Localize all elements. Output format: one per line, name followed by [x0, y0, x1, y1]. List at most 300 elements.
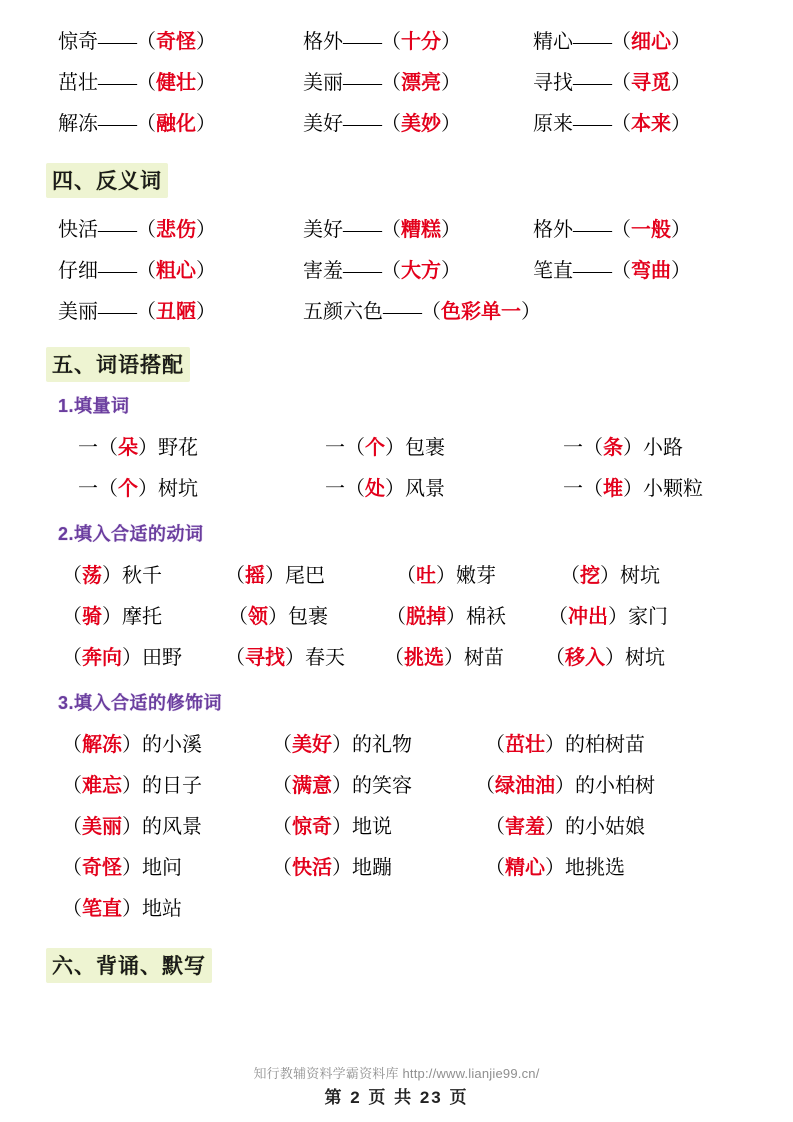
- answer-word: 害羞: [505, 816, 545, 838]
- modifier-phrase-row: [0, 889, 793, 930]
- answer-close-paren: ）: [102, 606, 122, 628]
- numeral: 一: [325, 437, 345, 459]
- answer-close-paren: ）: [385, 437, 405, 459]
- verb-block: [0, 556, 793, 679]
- measure-word-block: [0, 428, 793, 510]
- noun: 包裹: [405, 437, 445, 459]
- measure-word-cell: [563, 428, 683, 469]
- word-pair-cell: [58, 104, 216, 145]
- pair-word: 笔直: [533, 260, 573, 282]
- answer-word: 美好: [292, 734, 332, 756]
- answer-word: 难忘: [82, 775, 122, 797]
- answer-word: 融化: [156, 113, 196, 135]
- word-pair-row: [0, 292, 793, 333]
- phrase-tail: 树坑: [620, 565, 660, 587]
- answer-open-paren: （: [62, 857, 82, 879]
- verb-phrase-row-cell: [228, 597, 328, 638]
- pair-dash: ——: [573, 113, 611, 135]
- verb-phrase-row: [0, 556, 793, 597]
- answer-open-paren: （: [381, 31, 401, 53]
- answer-word: 奔向: [82, 647, 122, 669]
- pair-dash: ——: [343, 260, 381, 282]
- answer-open-paren: （: [611, 31, 631, 53]
- answer-word: 绿油油: [495, 775, 555, 797]
- answer-close-paren: ）: [671, 260, 691, 282]
- phrase-tail: 的笑容: [352, 775, 412, 797]
- answer-close-paren: ）: [671, 219, 691, 241]
- answer-close-paren: ）: [608, 606, 628, 628]
- answer-open-paren: （: [98, 478, 118, 500]
- phrase-tail: 家门: [628, 606, 668, 628]
- modifier-phrase-row-cell: [62, 725, 202, 766]
- answer-word: 满意: [292, 775, 332, 797]
- answer-close-paren: ）: [138, 478, 158, 500]
- phrase-tail: 地站: [142, 898, 182, 920]
- phrase-tail: 地挑选: [565, 857, 625, 879]
- pair-dash: ——: [383, 301, 421, 323]
- answer-open-paren: （: [136, 113, 156, 135]
- section-six-heading: 六、背诵、默写: [46, 948, 212, 983]
- verb-phrase-row-cell: [545, 638, 665, 679]
- answer-word: 条: [603, 437, 623, 459]
- phrase-tail: 嫩芽: [456, 565, 496, 587]
- answer-close-paren: ）: [332, 775, 352, 797]
- answer-word: 挖: [580, 565, 600, 587]
- noun: 野花: [158, 437, 198, 459]
- answer-close-paren: ）: [196, 301, 216, 323]
- answer-close-paren: ）: [332, 857, 352, 879]
- phrase-tail: 尾巴: [285, 565, 325, 587]
- word-pair-cell: [303, 104, 461, 145]
- pair-word: 害羞: [303, 260, 343, 282]
- pair-word: 精心: [533, 31, 573, 53]
- answer-close-paren: ）: [138, 437, 158, 459]
- phrase-tail: 地问: [142, 857, 182, 879]
- answer-open-paren: （: [386, 606, 406, 628]
- answer-open-paren: （: [272, 857, 292, 879]
- modifier-phrase-row-cell: [485, 807, 645, 848]
- answer-close-paren: ）: [521, 301, 541, 323]
- answer-open-paren: （: [136, 260, 156, 282]
- answer-close-paren: ）: [122, 647, 142, 669]
- pair-dash: ——: [343, 72, 381, 94]
- modifier-phrase-row-cell: [485, 725, 645, 766]
- spacer-five: [0, 382, 793, 392]
- word-pair-row: [0, 210, 793, 251]
- pair-dash: ——: [343, 219, 381, 241]
- noun: 树坑: [158, 478, 198, 500]
- word-pair-row: [0, 63, 793, 104]
- pair-dash: ——: [98, 260, 136, 282]
- answer-open-paren: （: [62, 606, 82, 628]
- pair-word: 美好: [303, 219, 343, 241]
- answer-open-paren: （: [485, 734, 505, 756]
- answer-close-paren: ）: [555, 775, 575, 797]
- word-pair-cell: [303, 22, 461, 63]
- answer-word: 处: [365, 478, 385, 500]
- measure-word-cell: [325, 428, 445, 469]
- phrase-tail: 摩托: [122, 606, 162, 628]
- phrase-tail: 棉袄: [466, 606, 506, 628]
- answer-close-paren: ）: [122, 775, 142, 797]
- answer-word: 十分: [401, 31, 441, 53]
- answer-close-paren: ）: [441, 113, 461, 135]
- answer-close-paren: ）: [196, 72, 216, 94]
- pair-word: 五颜六色: [303, 301, 383, 323]
- answer-close-paren: ）: [385, 478, 405, 500]
- word-pair-cell: [58, 292, 216, 333]
- subheading-modifiers: 3.填入合适的修饰词: [58, 693, 223, 713]
- answer-word: 茁壮: [505, 734, 545, 756]
- answer-close-paren: ）: [285, 647, 305, 669]
- answer-word: 健壮: [156, 72, 196, 94]
- verb-phrase-row: [0, 638, 793, 679]
- phrase-tail: 的柏树苗: [565, 734, 645, 756]
- phrase-tail: 的礼物: [352, 734, 412, 756]
- phrase-tail: 树苗: [464, 647, 504, 669]
- answer-close-paren: ）: [671, 113, 691, 135]
- answer-word: 丑陋: [156, 301, 196, 323]
- pair-word: 茁壮: [58, 72, 98, 94]
- answer-close-paren: ）: [122, 857, 142, 879]
- pair-dash: ——: [573, 72, 611, 94]
- answer-word: 奇怪: [82, 857, 122, 879]
- answer-open-paren: （: [136, 72, 156, 94]
- answer-word: 朵: [118, 437, 138, 459]
- word-pair-row: [0, 22, 793, 63]
- answer-close-paren: ）: [441, 31, 461, 53]
- pair-word: 美好: [303, 113, 343, 135]
- phrase-tail: 的小姑娘: [565, 816, 645, 838]
- modifier-block: [0, 725, 793, 930]
- word-pair-cell: [58, 251, 216, 292]
- verb-phrase-row-cell: [386, 597, 506, 638]
- answer-open-paren: （: [560, 565, 580, 587]
- answer-open-paren: （: [136, 301, 156, 323]
- spacer-after-antonyms: [0, 333, 793, 347]
- answer-close-paren: ）: [444, 647, 464, 669]
- answer-open-paren: （: [62, 734, 82, 756]
- modifier-phrase-row-cell: [475, 766, 655, 807]
- answer-word: 弯曲: [631, 260, 671, 282]
- answer-word: 笔直: [82, 898, 122, 920]
- phrase-tail: 田野: [142, 647, 182, 669]
- modifier-phrase-row-cell: [62, 766, 202, 807]
- verb-phrase-row-cell: [560, 556, 660, 597]
- answer-close-paren: ）: [671, 31, 691, 53]
- pair-dash: ——: [98, 113, 136, 135]
- answer-open-paren: （: [62, 565, 82, 587]
- pair-dash: ——: [343, 113, 381, 135]
- page-footer: [0, 1063, 793, 1108]
- pair-word: 格外: [303, 31, 343, 53]
- answer-close-paren: ）: [196, 113, 216, 135]
- numeral: 一: [325, 478, 345, 500]
- noun: 小颗粒: [643, 478, 703, 500]
- answer-open-paren: （: [545, 647, 565, 669]
- spacer-sub2: [0, 546, 793, 556]
- answer-close-paren: ）: [102, 565, 122, 587]
- answer-close-paren: ）: [600, 565, 620, 587]
- spacer-sub1: [0, 418, 793, 428]
- answer-close-paren: ）: [196, 219, 216, 241]
- phrase-tail: 地蹦: [352, 857, 392, 879]
- phrase-tail: 的风景: [142, 816, 202, 838]
- numeral: 一: [563, 437, 583, 459]
- subheading-verbs: 2.填入合适的动词: [58, 524, 204, 544]
- phrase-tail: 地说: [352, 816, 392, 838]
- pair-word: 快活: [58, 219, 98, 241]
- page-number: 第 2 页 共 23 页: [324, 1088, 469, 1107]
- answer-word: 移入: [565, 647, 605, 669]
- answer-close-paren: ）: [446, 606, 466, 628]
- section-four-heading-wrap: [0, 163, 793, 198]
- measure-word-row: [0, 469, 793, 510]
- word-pair-cell: [533, 251, 691, 292]
- verb-phrase-row-cell: [548, 597, 668, 638]
- verb-phrase-row-cell: [62, 638, 182, 679]
- answer-open-paren: （: [62, 647, 82, 669]
- phrase-tail: 的小溪: [142, 734, 202, 756]
- answer-word: 色彩单一: [441, 301, 521, 323]
- top-spacer: [0, 0, 793, 22]
- answer-close-paren: ）: [196, 31, 216, 53]
- answer-close-paren: ）: [441, 260, 461, 282]
- modifier-phrase-row-cell: [62, 848, 182, 889]
- phrase-tail: 春天: [305, 647, 345, 669]
- answer-word: 个: [118, 478, 138, 500]
- answer-open-paren: （: [384, 647, 404, 669]
- verb-phrase-row-cell: [62, 597, 162, 638]
- numeral: 一: [78, 437, 98, 459]
- answer-close-paren: ）: [332, 734, 352, 756]
- verb-phrase-row-cell: [225, 556, 325, 597]
- pair-word: 寻找: [533, 72, 573, 94]
- word-pair-cell: [533, 63, 691, 104]
- answer-word: 堆: [603, 478, 623, 500]
- word-pair-cell: [533, 210, 691, 251]
- verb-phrase-row-cell: [384, 638, 504, 679]
- spacer-after-sub1: [0, 510, 793, 520]
- answer-open-paren: （: [583, 478, 603, 500]
- modifier-phrase-row: [0, 766, 793, 807]
- pair-dash: ——: [343, 31, 381, 53]
- modifier-phrase-row: [0, 725, 793, 766]
- measure-word-cell: [563, 469, 703, 510]
- word-pair-row: [0, 104, 793, 145]
- pair-dash: ——: [98, 72, 136, 94]
- answer-close-paren: ）: [122, 816, 142, 838]
- answer-word: 糟糕: [401, 219, 441, 241]
- spacer-four: [0, 198, 793, 210]
- answer-word: 挑选: [404, 647, 444, 669]
- section-five-heading: 五、词语搭配: [46, 347, 190, 382]
- numeral: 一: [78, 478, 98, 500]
- answer-open-paren: （: [611, 219, 631, 241]
- answer-open-paren: （: [611, 260, 631, 282]
- measure-word-cell: [78, 428, 198, 469]
- answer-open-paren: （: [583, 437, 603, 459]
- answer-open-paren: （: [475, 775, 495, 797]
- phrase-tail: 的日子: [142, 775, 202, 797]
- answer-open-paren: （: [228, 606, 248, 628]
- answer-word: 吐: [416, 565, 436, 587]
- numeral: 一: [563, 478, 583, 500]
- answer-open-paren: （: [62, 816, 82, 838]
- spacer-sub3: [0, 715, 793, 725]
- answer-close-paren: ）: [623, 437, 643, 459]
- modifier-phrase-row-cell: [62, 889, 182, 930]
- modifier-phrase-row-cell: [272, 848, 392, 889]
- verb-phrase-row: [0, 597, 793, 638]
- answer-close-paren: ）: [122, 734, 142, 756]
- modifier-phrase-row-cell: [272, 766, 412, 807]
- answer-open-paren: （: [62, 898, 82, 920]
- modifier-phrase-row-cell: [485, 848, 625, 889]
- phrase-tail: 秋千: [122, 565, 162, 587]
- answer-word: 精心: [505, 857, 545, 879]
- phrase-tail: 的小柏树: [575, 775, 655, 797]
- modifier-phrase-row-cell: [272, 725, 412, 766]
- word-pair-cell: [303, 251, 461, 292]
- answer-word: 细心: [631, 31, 671, 53]
- verb-phrase-row-cell: [225, 638, 345, 679]
- answer-open-paren: （: [548, 606, 568, 628]
- spacer-after-sub3: [0, 930, 793, 948]
- word-pair-cell: [303, 210, 461, 251]
- verb-phrase-row-cell: [62, 556, 162, 597]
- pair-word: 解冻: [58, 113, 98, 135]
- answer-word: 脱掉: [406, 606, 446, 628]
- answer-open-paren: （: [485, 857, 505, 879]
- word-pair-cell: [303, 63, 461, 104]
- answer-word: 美丽: [82, 816, 122, 838]
- pair-dash: ——: [573, 260, 611, 282]
- word-pair-cell: [58, 63, 216, 104]
- word-pair-cell: [58, 22, 216, 63]
- section-five-heading-wrap: [0, 347, 793, 382]
- answer-close-paren: ）: [441, 219, 461, 241]
- phrase-tail: 树坑: [625, 647, 665, 669]
- answer-close-paren: ）: [545, 734, 565, 756]
- modifier-phrase-row-cell: [272, 807, 392, 848]
- measure-word-cell: [78, 469, 198, 510]
- answer-word: 冲出: [568, 606, 608, 628]
- watermark-text: 知行教辅资料学霸资料库 http://www.lianjie99.cn/: [253, 1066, 540, 1081]
- answer-open-paren: （: [136, 219, 156, 241]
- answer-word: 骑: [82, 606, 102, 628]
- answer-close-paren: ）: [332, 816, 352, 838]
- answer-close-paren: ）: [268, 606, 288, 628]
- answer-open-paren: （: [381, 113, 401, 135]
- answer-word: 大方: [401, 260, 441, 282]
- answer-word: 寻找: [245, 647, 285, 669]
- answer-word: 摇: [245, 565, 265, 587]
- answer-open-paren: （: [345, 478, 365, 500]
- answer-word: 奇怪: [156, 31, 196, 53]
- answer-open-paren: （: [396, 565, 416, 587]
- answer-word: 荡: [82, 565, 102, 587]
- answer-open-paren: （: [485, 816, 505, 838]
- phrase-tail: 包裹: [288, 606, 328, 628]
- answer-open-paren: （: [62, 775, 82, 797]
- answer-open-paren: （: [611, 113, 631, 135]
- pair-dash: ——: [98, 31, 136, 53]
- answer-close-paren: ）: [545, 816, 565, 838]
- answer-close-paren: ）: [671, 72, 691, 94]
- answer-close-paren: ）: [441, 72, 461, 94]
- answer-word: 悲伤: [156, 219, 196, 241]
- pair-dash: ——: [98, 301, 136, 323]
- measure-word-cell: [325, 469, 445, 510]
- pair-dash: ——: [573, 219, 611, 241]
- answer-word: 领: [248, 606, 268, 628]
- pair-word: 惊奇: [58, 31, 98, 53]
- answer-word: 快活: [292, 857, 332, 879]
- answer-open-paren: （: [421, 301, 441, 323]
- answer-word: 美妙: [401, 113, 441, 135]
- pair-dash: ——: [98, 219, 136, 241]
- pair-word: 美丽: [303, 72, 343, 94]
- answer-open-paren: （: [98, 437, 118, 459]
- answer-word: 个: [365, 437, 385, 459]
- modifier-phrase-row: [0, 807, 793, 848]
- answer-word: 一般: [631, 219, 671, 241]
- word-pair-row: [0, 251, 793, 292]
- answer-close-paren: ）: [605, 647, 625, 669]
- answer-close-paren: ）: [623, 478, 643, 500]
- answer-word: 漂亮: [401, 72, 441, 94]
- section-four-heading: 四、反义词: [46, 163, 168, 198]
- answer-word: 本来: [631, 113, 671, 135]
- answer-open-paren: （: [272, 734, 292, 756]
- answer-word: 解冻: [82, 734, 122, 756]
- answer-close-paren: ）: [545, 857, 565, 879]
- answer-close-paren: ）: [265, 565, 285, 587]
- word-pair-cell: [533, 104, 691, 145]
- answer-close-paren: ）: [196, 260, 216, 282]
- answer-open-paren: （: [345, 437, 365, 459]
- pair-dash: ——: [573, 31, 611, 53]
- answer-open-paren: （: [611, 72, 631, 94]
- word-pair-cell: [533, 22, 691, 63]
- answer-open-paren: （: [381, 219, 401, 241]
- answer-word: 寻觅: [631, 72, 671, 94]
- answer-open-paren: （: [136, 31, 156, 53]
- section-six-heading-wrap: [0, 948, 793, 983]
- answer-open-paren: （: [225, 565, 245, 587]
- subheading-measure-words: 1.填量词: [58, 396, 130, 416]
- antonym-block: [0, 210, 793, 333]
- answer-word: 粗心: [156, 260, 196, 282]
- answer-close-paren: ）: [436, 565, 456, 587]
- pair-word: 美丽: [58, 301, 98, 323]
- synonym-block: [0, 22, 793, 145]
- pair-word: 格外: [533, 219, 573, 241]
- spacer-after-synonyms: [0, 145, 793, 163]
- noun: 风景: [405, 478, 445, 500]
- modifier-phrase-row-cell: [62, 807, 202, 848]
- spacer-after-sub2: [0, 679, 793, 689]
- noun: 小路: [643, 437, 683, 459]
- answer-word: 惊奇: [292, 816, 332, 838]
- modifier-phrase-row: [0, 848, 793, 889]
- pair-word: 原来: [533, 113, 573, 135]
- answer-open-paren: （: [272, 775, 292, 797]
- word-pair-cell: [303, 292, 541, 333]
- word-pair-cell: [58, 210, 216, 251]
- answer-close-paren: ）: [122, 898, 142, 920]
